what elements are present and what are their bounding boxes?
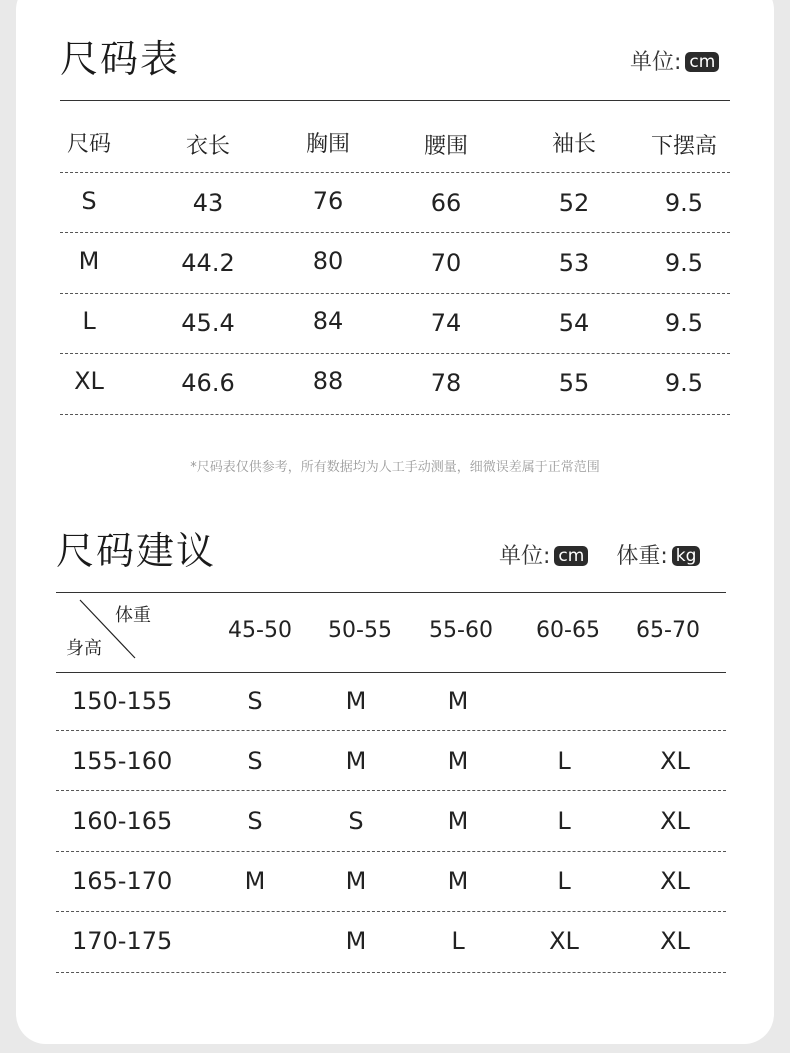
sleeve-cell: 52 xyxy=(558,189,590,217)
size-cell: M xyxy=(447,687,469,715)
row-divider xyxy=(60,293,730,294)
length-cell: 46.6 xyxy=(181,369,235,397)
header-sleeve: 袖长 xyxy=(551,132,596,157)
chest-cell: 84 xyxy=(312,307,344,335)
unit-label: 单位: xyxy=(630,50,682,75)
row-divider xyxy=(56,911,726,912)
weight-badge: kg xyxy=(672,546,701,566)
weight-header: 55-60 xyxy=(429,618,493,643)
size-advice-units xyxy=(499,539,700,570)
header-size: 尺码 xyxy=(66,132,111,157)
header-waist: 腰围 xyxy=(423,134,468,159)
chest-cell: 80 xyxy=(312,247,344,275)
row-divider xyxy=(56,790,726,791)
size-cell: L xyxy=(82,307,96,335)
hem-cell: 9.5 xyxy=(664,249,704,277)
size-table-unit xyxy=(630,45,719,76)
row-divider xyxy=(56,972,726,973)
size-cell: L xyxy=(557,867,571,895)
waist-cell: 70 xyxy=(430,249,462,277)
row-divider xyxy=(60,353,730,354)
size-cell: XL xyxy=(660,807,690,835)
size-cell: XL xyxy=(549,927,579,955)
length-cell: 44.2 xyxy=(181,249,235,277)
size-cell: S xyxy=(81,187,97,215)
header-length: 衣长 xyxy=(185,134,230,159)
weight-header: 65-70 xyxy=(636,618,700,643)
size-cell: M xyxy=(345,687,367,715)
hem-cell: 9.5 xyxy=(664,369,704,397)
size-advice-top-rule xyxy=(56,592,726,593)
size-cell: S xyxy=(348,807,364,835)
length-cell: 43 xyxy=(192,189,224,217)
size-cell: S xyxy=(247,687,263,715)
header-hem: 下摆高 xyxy=(650,134,717,159)
size-table-top-rule xyxy=(60,100,730,101)
size-cell: M xyxy=(244,867,266,895)
size-cell: M xyxy=(447,807,469,835)
size-cell: M xyxy=(345,927,367,955)
height-cell: 150-155 xyxy=(72,687,173,715)
size-advice-title: 尺码建议 xyxy=(56,529,217,573)
waist-cell: 74 xyxy=(430,309,462,337)
waist-cell: 66 xyxy=(430,189,462,217)
height-cell: 155-160 xyxy=(72,747,173,775)
sleeve-cell: 54 xyxy=(558,309,590,337)
unit-label: 单位: xyxy=(499,544,551,569)
size-table-title: 尺码表 xyxy=(60,37,181,81)
measurement-note: *尺码表仅供参考，所有数据均为人工手动测量，细微误差属于正常范围 xyxy=(190,460,600,475)
waist-cell: 78 xyxy=(430,369,462,397)
size-cell: M xyxy=(447,867,469,895)
length-cell: 45.4 xyxy=(181,309,235,337)
hem-cell: 9.5 xyxy=(664,189,704,217)
size-cell: S xyxy=(247,807,263,835)
sleeve-cell: 53 xyxy=(558,249,590,277)
size-cell: M xyxy=(447,747,469,775)
size-cell: M xyxy=(345,747,367,775)
weight-label: 体重: xyxy=(616,544,668,569)
row-divider xyxy=(56,851,726,852)
header-rule xyxy=(56,672,726,673)
size-cell: L xyxy=(557,807,571,835)
header-chest: 胸围 xyxy=(305,132,350,157)
row-divider xyxy=(56,730,726,731)
unit-badge: cm xyxy=(685,52,719,72)
row-divider xyxy=(60,414,730,415)
size-cell: L xyxy=(451,927,465,955)
corner-height-label: 身高 xyxy=(66,638,102,659)
height-cell: 170-175 xyxy=(72,927,173,955)
size-cell: M xyxy=(78,247,100,275)
height-cell: 165-170 xyxy=(72,867,173,895)
corner-weight-label: 体重 xyxy=(115,605,151,626)
size-cell: M xyxy=(345,867,367,895)
hem-cell: 9.5 xyxy=(664,309,704,337)
size-cell: XL xyxy=(660,747,690,775)
weight-header: 60-65 xyxy=(536,618,600,643)
weight-header: 45-50 xyxy=(228,618,292,643)
row-divider xyxy=(60,172,730,173)
size-cell: XL xyxy=(74,367,104,395)
unit-badge: cm xyxy=(554,546,588,566)
chest-cell: 88 xyxy=(312,367,344,395)
weight-header: 50-55 xyxy=(328,618,392,643)
chest-cell: 76 xyxy=(312,187,344,215)
size-cell: S xyxy=(247,747,263,775)
height-cell: 160-165 xyxy=(72,807,173,835)
row-divider xyxy=(60,232,730,233)
size-cell: XL xyxy=(660,927,690,955)
size-cell: L xyxy=(557,747,571,775)
size-cell: XL xyxy=(660,867,690,895)
sleeve-cell: 55 xyxy=(558,369,590,397)
